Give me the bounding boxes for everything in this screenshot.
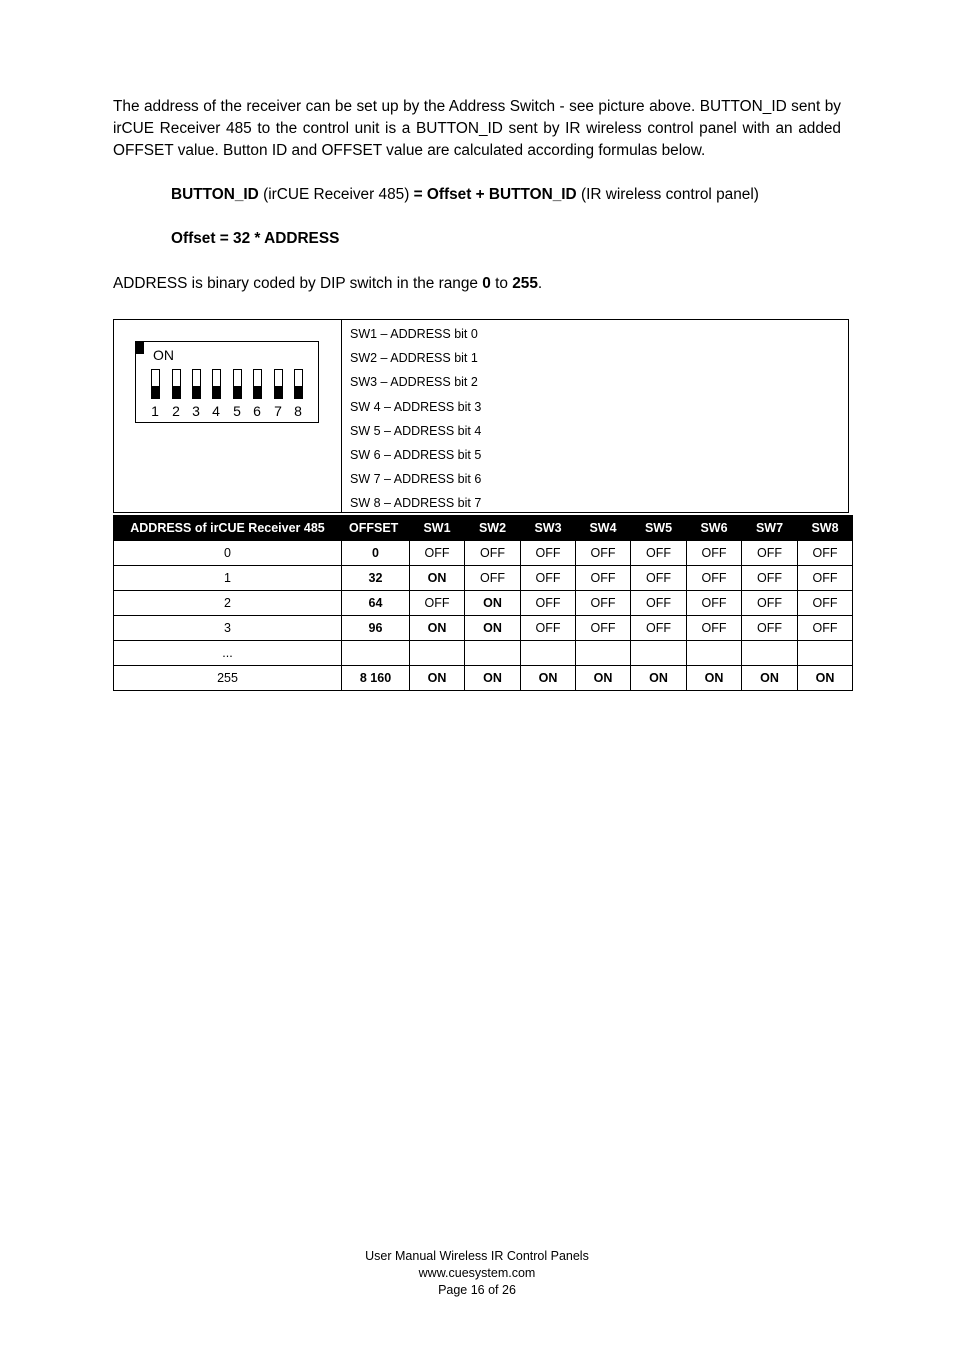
dip-switch-2 — [172, 369, 181, 399]
box-divider — [341, 320, 342, 512]
switch-state-cell: OFF — [687, 591, 742, 616]
dip-switch-number: 3 — [192, 403, 200, 419]
switch-state-cell: OFF — [687, 566, 742, 591]
switch-state-cell: OFF — [742, 591, 798, 616]
switch-state-cell: ON — [521, 666, 576, 691]
switch-state-cell: OFF — [631, 566, 687, 591]
dip-switch-number: 5 — [233, 403, 241, 419]
dip-switch-3 — [192, 369, 201, 399]
switch-state-cell: OFF — [410, 541, 465, 566]
switch-state-cell: OFF — [576, 616, 631, 641]
dip-switch-5 — [233, 369, 242, 399]
footer-title: User Manual Wireless IR Control Panels — [365, 1249, 589, 1263]
address-range-text — [113, 273, 542, 295]
header-sw4: SW4 — [576, 516, 631, 541]
dip-switch-8 — [294, 369, 303, 399]
switch-state-cell — [465, 641, 521, 666]
page-footer — [0, 1248, 954, 1299]
formula-note: (irCUE Receiver 485) — [258, 186, 414, 203]
switch-bit-list — [350, 326, 481, 520]
switch-bit-item: SW 6 – ADDRESS bit 5 — [350, 447, 482, 462]
switch-state-cell: OFF — [742, 541, 798, 566]
switch-state-cell: ON — [798, 666, 853, 691]
intro-paragraph: The address of the receiver can be set up by the Address Switch - see picture above. BUTTON_ID sent by irCUE Receiver 485 to the control unit is a BUTTON_ID sent by IR wireless control panel with an added OFFSET value. Button ID and OFFSET value are calculated according formulas below. — [113, 98, 841, 159]
switch-state-cell: OFF — [798, 566, 853, 591]
offset-cell — [342, 641, 410, 666]
table-row — [114, 566, 853, 591]
dip-switch-number: 2 — [172, 403, 180, 419]
switch-state-cell: ON — [410, 666, 465, 691]
dip-switch-lever — [254, 386, 261, 398]
address-cell: 3 — [114, 616, 342, 641]
formula-button-id — [171, 184, 759, 206]
range-max: 255 — [512, 275, 538, 292]
switch-state-cell: OFF — [410, 591, 465, 616]
switch-bit-item: SW1 – ADDRESS bit 0 — [350, 327, 478, 341]
switch-state-cell: ON — [631, 666, 687, 691]
footer-page-number: Page 16 of 26 — [438, 1283, 516, 1297]
formula-note: (IR wireless control panel) — [576, 186, 759, 203]
offset-cell: 8 160 — [342, 666, 410, 691]
header-address: ADDRESS of irCUE Receiver 485 — [114, 516, 342, 541]
switch-state-cell: OFF — [631, 616, 687, 641]
table-row — [114, 591, 853, 616]
dip-switch-number: 7 — [274, 403, 282, 419]
dip-switch-lever — [234, 386, 241, 398]
switch-state-cell — [631, 641, 687, 666]
address-cell: 2 — [114, 591, 342, 616]
switch-state-cell: ON — [410, 616, 465, 641]
offset-cell: 0 — [342, 541, 410, 566]
switch-state-cell: ON — [410, 566, 465, 591]
formula-term: Offset = 32 * ADDRESS — [171, 230, 340, 247]
switch-state-cell: OFF — [576, 566, 631, 591]
switch-state-cell — [798, 641, 853, 666]
dip-switch-lever — [193, 386, 200, 398]
switch-state-cell: OFF — [687, 616, 742, 641]
address-cell: 255 — [114, 666, 342, 691]
switch-state-cell: OFF — [465, 566, 521, 591]
switch-bit-item: SW 7 – ADDRESS bit 6 — [350, 472, 482, 487]
dip-switch-lever — [275, 386, 282, 398]
formula-term: BUTTON_ID — [171, 186, 259, 203]
switch-state-cell: ON — [687, 666, 742, 691]
switch-state-cell: OFF — [576, 591, 631, 616]
offset-cell: 32 — [342, 566, 410, 591]
switch-state-cell: OFF — [742, 616, 798, 641]
header-sw8: SW8 — [798, 516, 853, 541]
switch-state-cell: OFF — [521, 541, 576, 566]
switch-state-cell: OFF — [798, 541, 853, 566]
dip-switch-lever — [213, 386, 220, 398]
switch-state-cell — [576, 641, 631, 666]
dip-switch-number: 6 — [253, 403, 261, 419]
switch-state-cell: OFF — [742, 566, 798, 591]
switch-state-cell: ON — [465, 616, 521, 641]
switch-state-cell: OFF — [798, 591, 853, 616]
switch-state-cell: OFF — [631, 541, 687, 566]
address-cell: ... — [114, 641, 342, 666]
switch-state-cell: ON — [576, 666, 631, 691]
dip-switch-box — [113, 319, 849, 513]
dip-switch-illustration — [135, 341, 319, 423]
switch-state-cell: ON — [465, 591, 521, 616]
formula-offset — [171, 228, 339, 250]
switch-bit-item: SW2 – ADDRESS bit 1 — [350, 351, 478, 366]
switch-state-cell: OFF — [687, 541, 742, 566]
switch-state-cell: ON — [465, 666, 521, 691]
address-cell: 0 — [114, 541, 342, 566]
dip-on-label: ON — [153, 347, 174, 363]
range-text: . — [537, 275, 543, 292]
header-sw5: SW5 — [631, 516, 687, 541]
dip-corner-mark — [136, 342, 144, 354]
table-row — [114, 541, 853, 566]
switch-bit-item: SW 5 – ADDRESS bit 4 — [350, 423, 482, 438]
switch-state-cell: OFF — [465, 541, 521, 566]
range-text: ADDRESS is binary coded by DIP switch in the range — [113, 275, 483, 292]
switch-state-cell: OFF — [521, 566, 576, 591]
switch-bit-item: SW3 – ADDRESS bit 2 — [350, 375, 478, 390]
switch-state-cell — [521, 641, 576, 666]
switch-state-cell: OFF — [521, 616, 576, 641]
switch-state-cell — [687, 641, 742, 666]
offset-cell: 64 — [342, 591, 410, 616]
dip-switch-4 — [212, 369, 221, 399]
dip-switch-number: 1 — [151, 403, 159, 419]
switch-state-cell: OFF — [576, 541, 631, 566]
table-header-row — [114, 516, 853, 541]
switch-bit-item: SW 4 – ADDRESS bit 3 — [350, 399, 482, 414]
dip-switch-lever — [295, 386, 302, 398]
switch-state-cell: OFF — [521, 591, 576, 616]
header-offset: OFFSET — [342, 516, 410, 541]
switch-state-cell: OFF — [798, 616, 853, 641]
switch-state-cell — [410, 641, 465, 666]
dip-switch-lever — [173, 386, 180, 398]
dip-switch-number: 4 — [212, 403, 220, 419]
switch-state-cell: ON — [742, 666, 798, 691]
footer-website: www.cuesystem.com — [418, 1266, 536, 1280]
address-cell: 1 — [114, 566, 342, 591]
dip-switch-1 — [151, 369, 160, 399]
range-min: 0 — [482, 275, 491, 292]
switch-state-cell: OFF — [631, 591, 687, 616]
header-sw2: SW2 — [465, 516, 521, 541]
formula-term: = Offset + BUTTON_ID — [413, 186, 577, 203]
header-sw7: SW7 — [742, 516, 798, 541]
header-sw6: SW6 — [687, 516, 742, 541]
offset-cell: 96 — [342, 616, 410, 641]
dip-switch-7 — [274, 369, 283, 399]
range-text: to — [490, 275, 513, 292]
header-sw3: SW3 — [521, 516, 576, 541]
dip-switch-number: 8 — [294, 403, 302, 419]
table-row — [114, 641, 853, 666]
switch-bit-item: SW 8 – ADDRESS bit 7 — [350, 496, 482, 511]
table-row — [114, 666, 853, 691]
address-table — [113, 515, 853, 691]
dip-switch-6 — [253, 369, 262, 399]
table-row — [114, 616, 853, 641]
header-sw1: SW1 — [410, 516, 465, 541]
switch-state-cell — [742, 641, 798, 666]
dip-switch-lever — [152, 386, 159, 398]
